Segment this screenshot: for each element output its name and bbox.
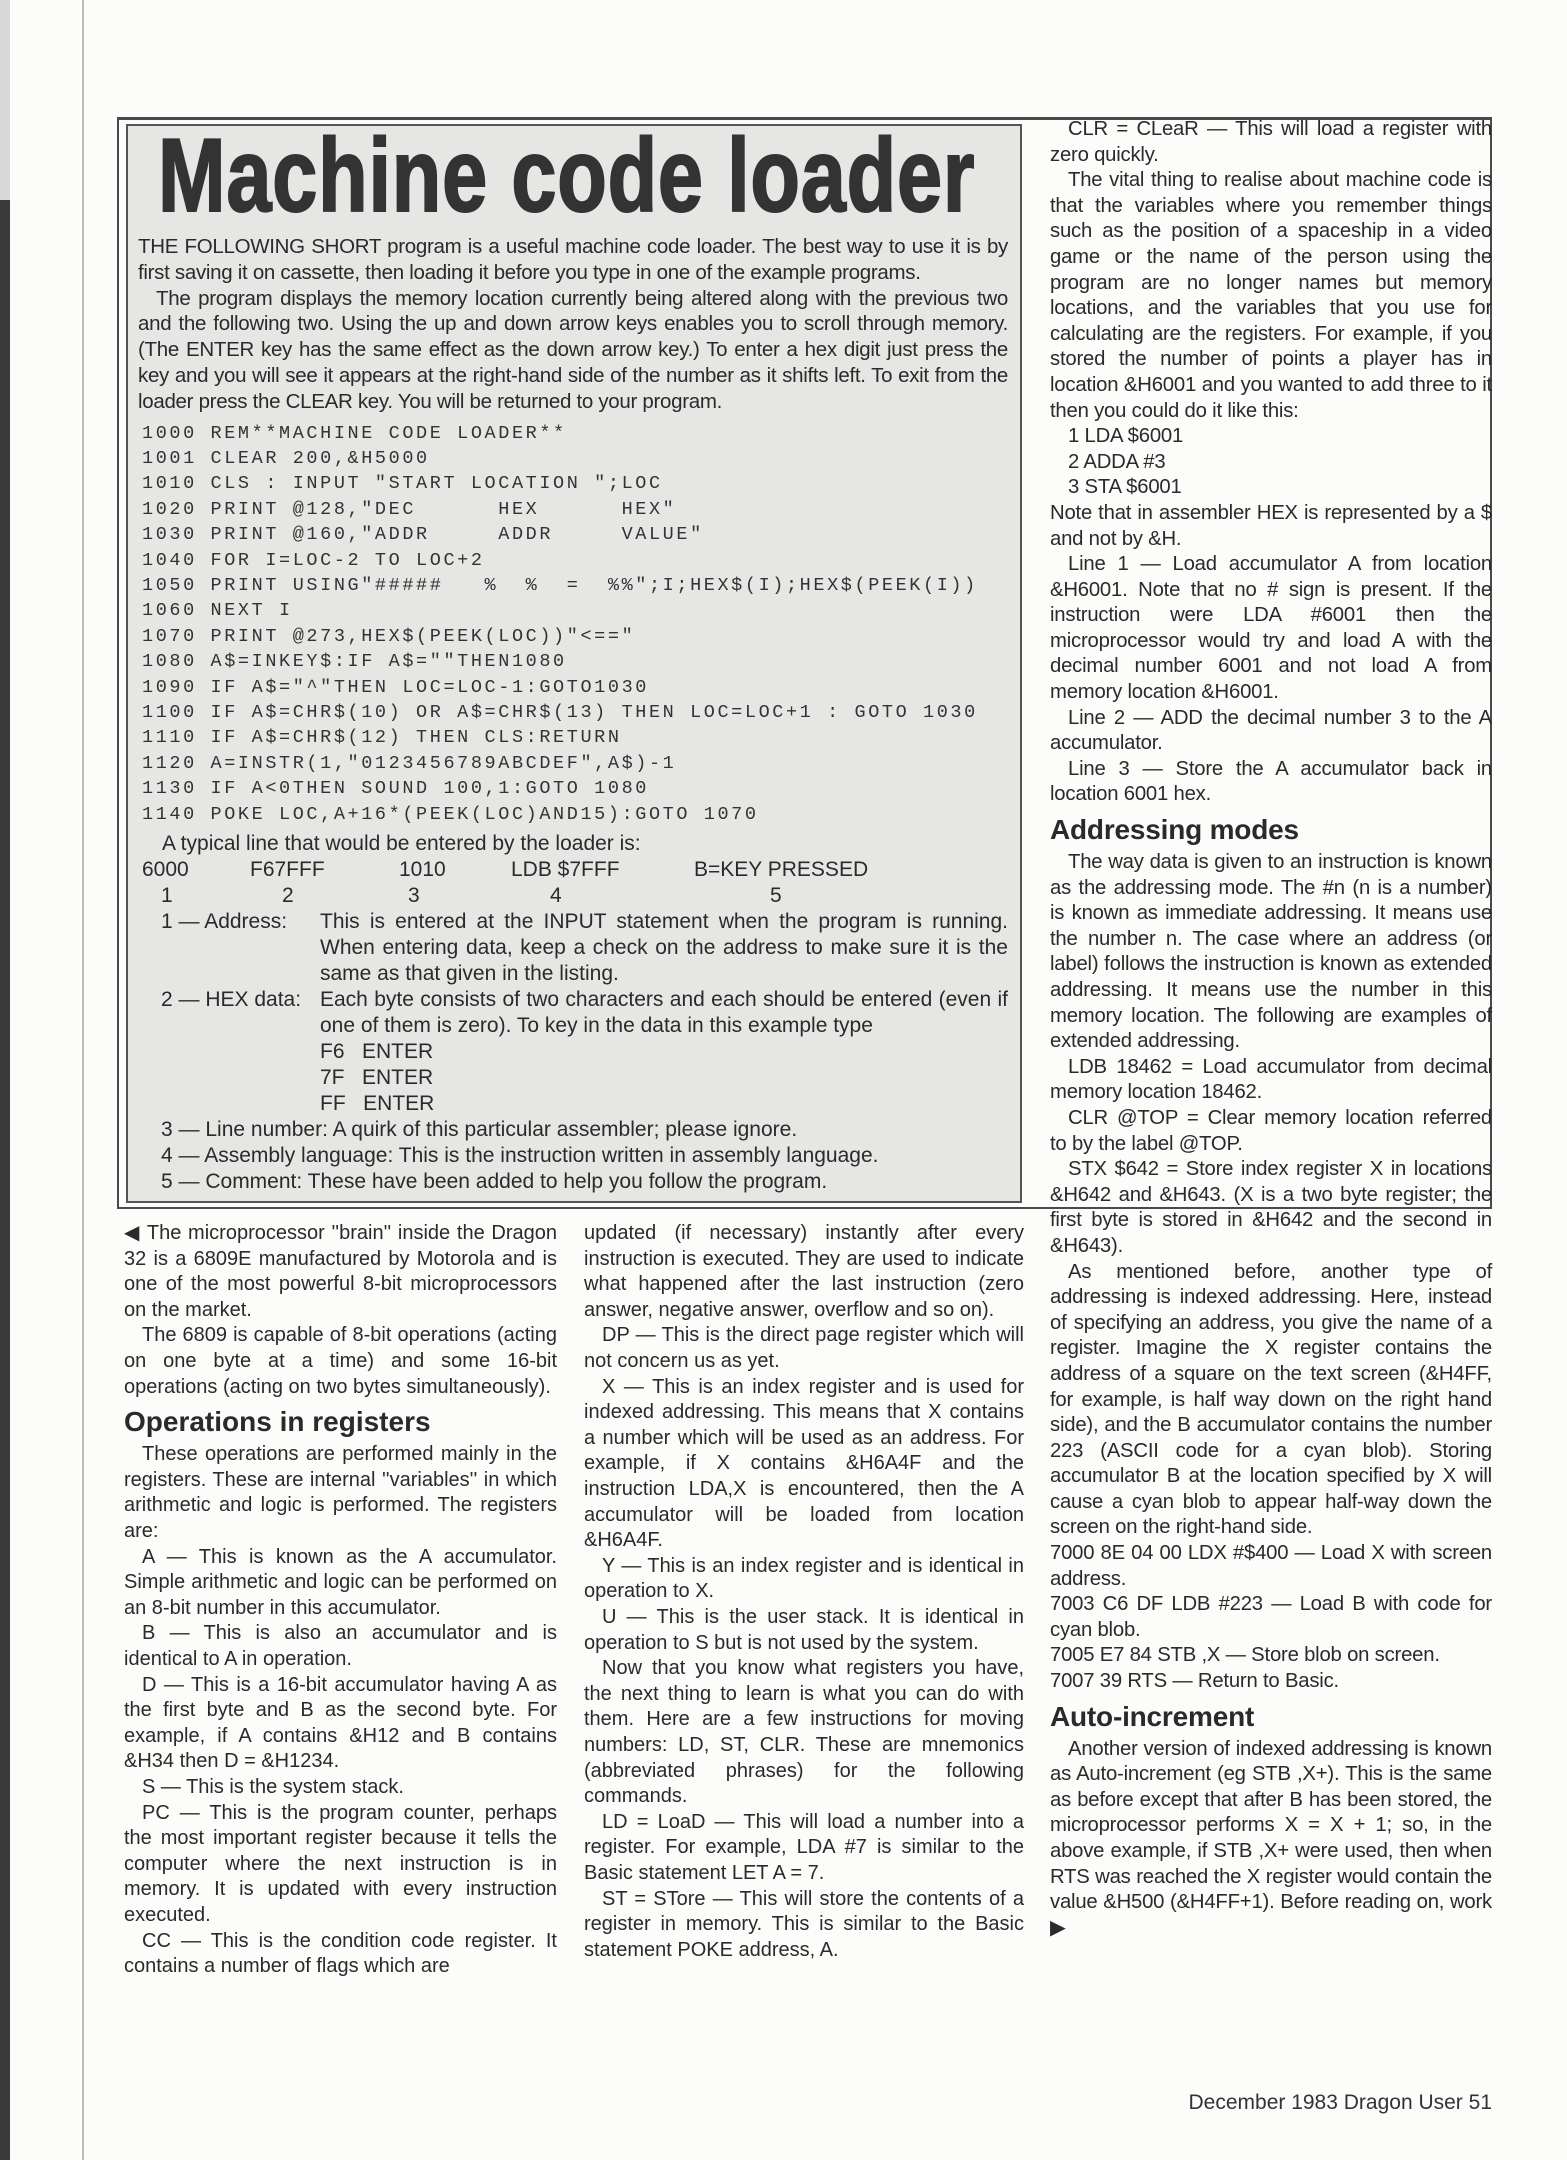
key-sequence: 7F ENTER: [320, 1066, 434, 1090]
code-line: 1030 PRINT @160,"ADDR ADDR VALUE": [142, 524, 704, 546]
note-line-number: [161, 1117, 1008, 1143]
paragraph: X — This is an index register and is used for indexed addressing. This means that X contains a number which will be used as an address. For example, if X contains &H6A4F and the instruction LDA,X is encountered, then the A accumulator will be loaded from location &H6A4F.: [584, 1375, 1024, 1552]
typical-field-comment: B=KEY PRESSED: [694, 858, 869, 882]
paragraph: ◀ The microprocessor ''brain'' inside the Dragon 32 is a 6809E manufactured by Motorola and is one of the most powerful 8-bit microprocessors on the market.: [124, 1222, 557, 1321]
note-label: 2 — HEX data:: [161, 988, 302, 1012]
paragraph: ST = STore — This will store the contents of a register in memory. This is similar to the Basic statement POKE address, A.: [584, 1887, 1024, 1961]
typical-line-row: [142, 857, 1008, 883]
code-line: 1080 A$=INKEY$:IF A$=""THEN1080: [142, 651, 567, 673]
paragraph: THE FOLLOWING SHORT program is a useful machine code loader. The best way to use it is by first saving it on cassette, then loading it before you type in one of the example programs.: [138, 235, 1008, 284]
paragraph: Line 3 — Store the A accumulator back in location 6001 hex.: [1050, 757, 1492, 806]
paragraph: Line 2 — ADD the decimal number 3 to the A accumulator.: [1050, 706, 1492, 755]
paragraph: 3 STA $6001: [1068, 476, 1182, 499]
typical-field-asm: LDB $7FFF: [511, 858, 620, 882]
loader-panel: [126, 118, 1022, 1203]
code-line: 1050 PRINT USING"##### % % = %%";I;HEX$(I);HEX$(PEEK(I)): [142, 575, 978, 597]
note-label: 1 — Address:: [161, 910, 288, 934]
paragraph: PC — This is the program counter, perhaps the most important register because it tells the computer where the next instruction is in memory. It is updated with every instruction executed.: [124, 1801, 557, 1926]
note-body: [320, 987, 1008, 1117]
code-line: 1000 REM**MACHINE CODE LOADER**: [142, 422, 567, 444]
paragraph: D — This is a 16-bit accumulator having A as the first byte and B as the second byte. For example, if A contains &H12 and B contains &H34 then D = &H1234.: [124, 1673, 557, 1773]
paragraph: LD = LoaD — This will load a number into a register. For example, LDA #7 is similar to the Basic statement LET A = 7.: [584, 1810, 1024, 1884]
note-address: [161, 909, 1008, 987]
code-line: 1070 PRINT @273,HEX$(PEEK(LOC))"<==": [142, 625, 636, 647]
key-sequence: FF ENTER: [320, 1092, 435, 1116]
body-column-3: [1050, 117, 1492, 1941]
field-number: 2: [282, 884, 294, 908]
paragraph: 7000 8E 04 00 LDX #$400 — Load X with screen address.: [1050, 1542, 1492, 1590]
paragraph: These operations are performed mainly in the registers. These are internal ''variables'' in which arithmetic and logic is performed. The registers are:: [124, 1443, 557, 1543]
code-line: 1110 IF A$=CHR$(12) THEN CLS:RETURN: [142, 727, 622, 749]
page-edge-line: [82, 0, 84, 2160]
field-number: 1: [161, 884, 173, 908]
note-hex-data: [161, 987, 1008, 1117]
section-heading: Auto-increment: [1050, 1700, 1255, 1732]
code-line: 1130 IF A<0THEN SOUND 100,1:GOTO 1080: [142, 778, 649, 800]
code-line: 1020 PRINT @128,"DEC HEX HEX": [142, 498, 677, 520]
body-column-1: [124, 1221, 557, 1980]
paragraph: U — This is the user stack. It is identical in operation to S but is not used by the system.: [584, 1605, 1024, 1654]
paragraph: The vital thing to realise about machine code is that the variables where you remember things such as the position of a spaceship in a video game or the name of the person using the program are no longer names but memory locations, and the variables that you use for calculating are the registers. For example, if you stored the number of points a player has in location &H6001 and you wanted to add three to it then you could do it like this:: [1050, 169, 1492, 422]
note-text: 5 — Comment: These have been added to help you follow the program.: [161, 1170, 828, 1194]
paragraph: 7005 E7 84 STB ,X — Store blob on screen.: [1050, 1644, 1440, 1667]
page-footer: December 1983 Dragon User 51: [1188, 2091, 1492, 2114]
title-area: [142, 118, 1008, 234]
note-text: 3 — Line number: A quirk of this particular assembler; please ignore.: [161, 1118, 798, 1142]
code-line: 1100 IF A$=CHR$(10) OR A$=CHR$(13) THEN LOC=LOC+1 : GOTO 1030: [142, 702, 978, 724]
typical-field-hex: F67FFF: [250, 858, 325, 882]
paragraph: A — This is known as the A accumulator. Simple arithmetic and logic can be performed on an 8-bit number in this accumulator.: [124, 1545, 557, 1619]
note-text: This is entered at the INPUT statement when the program is running. When entering data, keep a check on the address to make sure it is the same as that given in the listing.: [320, 910, 1008, 986]
code-line: 1060 NEXT I: [142, 600, 293, 622]
note-text: 4 — Assembly language: This is the instruction written in assembly language.: [161, 1144, 879, 1168]
paragraph: B — This is also an accumulator and is identical to A in operation.: [124, 1622, 557, 1670]
code-line: 1140 POKE LOC,A+16*(PEEK(LOC)AND15):GOTO 1070: [142, 803, 759, 825]
field-number-row: [142, 883, 1008, 909]
note-text: Each byte consists of two characters and each should be entered (even if one of them is zero). To key in the data in this example type: [320, 988, 1008, 1038]
paragraph: 7007 39 RTS — Return to Basic.: [1050, 1670, 1339, 1693]
paragraph: 2 ADDA #3: [1068, 450, 1166, 473]
code-line: 1090 IF A$="^"THEN LOC=LOC-1:GOTO1030: [142, 676, 649, 698]
key-sequence: F6 ENTER: [320, 1040, 434, 1064]
typical-field-line: 1010: [399, 858, 446, 882]
note-body: [320, 909, 1008, 987]
paragraph: Y — This is an index register and is identical in operation to X.: [584, 1554, 1024, 1603]
typical-line-intro: A typical line that would be entered by the loader is:: [162, 832, 641, 856]
typical-field-address: 6000: [142, 858, 189, 882]
code-line: 1001 CLEAR 200,&H5000: [142, 447, 430, 469]
paragraph: S — This is the system stack.: [142, 1775, 404, 1798]
paragraph: 7003 C6 DF LDB #223 — Load B with code for cyan blob.: [1050, 1593, 1492, 1641]
note-comment: [161, 1169, 1008, 1195]
paragraph: The program displays the memory location currently being altered along with the previous two and the following two. Using the up and down arrow keys enables you to scroll through memory. (The ENTER key has the same effect as the down arrow key.) To enter a hex digit just press the key and you will see it appears at the right-hand side of the number as it shifts left. To exit from the loader press the CLEAR key. You will be returned to your program.: [138, 286, 1008, 413]
paragraph: Now that you know what registers you have, the next thing to learn is what you can do with them. Here are a few instructions for moving numbers: LD, ST, CLR. These are mnemonics (abbreviated phrases) for the following commands.: [584, 1657, 1024, 1808]
article-title: Machine code loader: [158, 118, 976, 234]
paragraph: As mentioned before, another type of addressing is indexed addressing. Here, instead of specifying an address, you give the name of a register. Imagine the X register contains the address of a square on the text screen (&H4FF, for example, is half way down on the right hand side), and the B accumulator contains the number 223 (ASCII code for a cyan blob). Storing accumulator B at the location specified by X will cause a cyan blob to appear half-way down the screen on the right-hand side.: [1050, 1260, 1492, 1539]
paragraph: Another version of indexed addressing is known as Auto-increment (eg STB ,X+). This is the same as before except that after B has been stored, the microprocessor performs X = X + 1; so, in the above example, if STB ,X+ were used, then when RTS was reached the X register would contain the value &H500 (&H4FF+1). Before reading on, work ▶: [1050, 1737, 1492, 1939]
paragraph: LDB 18462 = Load accumulator from decimal memory location 18462.: [1050, 1055, 1492, 1104]
code-line: 1040 FOR I=LOC-2 TO LOC+2: [142, 549, 485, 571]
section-heading: Addressing modes: [1050, 814, 1299, 846]
paragraph: Line 1 — Load accumulator A from location &H6001. Note that no # sign is present. If the instruction were LDA #6001 then the microprocessor would try and load A with the decimal number 6001 and not load A from memory location &H6001.: [1050, 553, 1492, 704]
paragraph: CC — This is the condition code register. It contains a number of flags which are: [124, 1929, 557, 1978]
note-assembly: [161, 1143, 1008, 1169]
paragraph: DP — This is the direct page register which will not concern us as yet.: [584, 1324, 1024, 1373]
section-heading: Operations in registers: [124, 1406, 431, 1438]
paragraph: updated (if necessary) instantly after every instruction is executed. They are used to indicate what happened after the last instruction (zero answer, negative answer, overflow and so on).: [584, 1222, 1024, 1321]
paragraph: STX $642 = Store index register X in locations &H642 and &H643. (X is a two byte register; the first byte is stored in &H642 and the second in &H643).: [1050, 1158, 1492, 1257]
paragraph: 1 LDA $6001: [1068, 425, 1184, 448]
field-number: 3: [408, 884, 420, 908]
paragraph: CLR @TOP = Clear memory location referred to by the label @TOP.: [1050, 1106, 1492, 1155]
paragraph: CLR = CLeaR — This will load a register with zero quickly.: [1050, 118, 1492, 166]
field-number: 5: [770, 884, 782, 908]
intro-text: [138, 234, 1008, 415]
paragraph: Note that in assembler HEX is represented by a $ and not by &H.: [1050, 501, 1492, 550]
page-edge: [0, 0, 10, 200]
paragraph: The 6809 is capable of 8-bit operations (acting on one byte at a time) and some 16-bit operations (acting on two bytes simultaneously).: [124, 1324, 557, 1398]
page-binding-shadow: [0, 200, 10, 2160]
field-number: 4: [550, 884, 562, 908]
paragraph: The way data is given to an instruction is known as the addressing mode. The #n (n is a number) is known as immediate addressing. It means use the number n. The case where an address (or label) follows the instruction is known as extended addressing. It means use the number in this memory location. The following are examples of extended addressing.: [1050, 851, 1492, 1053]
body-column-2: [584, 1221, 1024, 1980]
code-line: 1010 CLS : INPUT "START LOCATION ";LOC: [142, 473, 663, 495]
code-listing: [142, 421, 1008, 828]
code-line: 1120 A=INSTR(1,"0123456789ABCDEF",A$)-1: [142, 752, 677, 774]
